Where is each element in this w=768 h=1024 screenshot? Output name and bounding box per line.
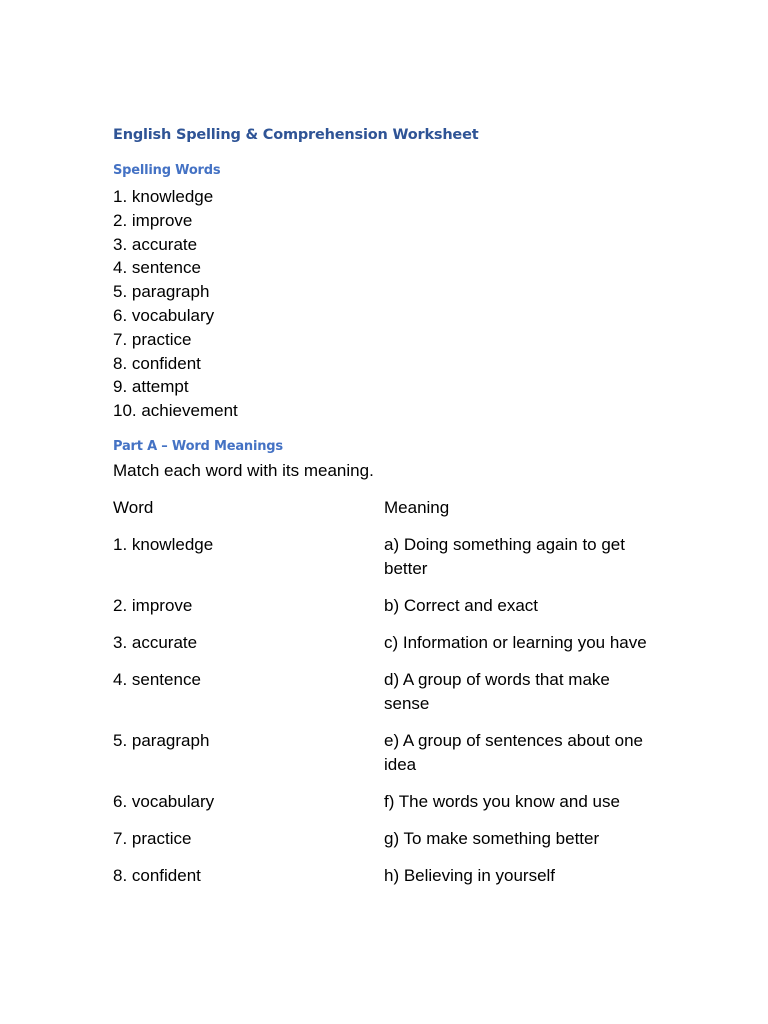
table-row (113, 631, 653, 668)
word-meaning-table (113, 496, 653, 901)
spelling-word: 3. accurate (113, 234, 198, 254)
meaning-cell: b) Correct and exact (384, 595, 539, 615)
spelling-word: 4. sentence (113, 258, 201, 278)
spelling-word: 8. confident (113, 353, 201, 373)
part-a-heading: Part A – Word Meanings (113, 438, 283, 454)
word-cell: 4. sentence (113, 669, 201, 689)
table-header-row (113, 496, 653, 533)
word-cell: 7. practice (113, 828, 192, 848)
worksheet-page (113, 124, 653, 901)
table-row (113, 533, 653, 594)
spelling-word: 2. improve (113, 210, 193, 230)
spelling-word: 10. achievement (113, 401, 238, 421)
word-cell: 6. vocabulary (113, 791, 215, 811)
column-header-meaning: Meaning (384, 497, 450, 517)
spelling-word: 6. vocabulary (113, 305, 215, 325)
table-row (113, 790, 653, 827)
table-row (113, 864, 653, 901)
meaning-cell: c) Information or learning you have (384, 632, 647, 652)
table-row (113, 668, 653, 729)
meaning-cell: d) A group of words that make sense (384, 669, 610, 713)
word-cell: 2. improve (113, 595, 193, 615)
part-a-instruction: Match each word with its meaning. (113, 460, 374, 480)
column-header-word: Word (113, 497, 154, 517)
word-cell: 5. paragraph (113, 730, 210, 750)
spelling-word: 9. attempt (113, 377, 189, 397)
meaning-cell: f) The words you know and use (384, 791, 620, 811)
table-row (113, 827, 653, 864)
table-row (113, 594, 653, 631)
word-cell: 8. confident (113, 865, 201, 885)
table-row (113, 729, 653, 790)
spelling-word: 1. knowledge (113, 187, 214, 206)
word-cell: 1. knowledge (113, 534, 214, 554)
spelling-word-list (113, 185, 653, 423)
word-cell: 3. accurate (113, 632, 198, 652)
spelling-word: 7. practice (113, 329, 192, 349)
meaning-cell: g) To make something better (384, 828, 600, 848)
worksheet-title: English Spelling & Comprehension Worksheet (113, 127, 479, 143)
meaning-cell: e) A group of sentences about one idea (384, 730, 643, 774)
meaning-cell: a) Doing something again to get better (384, 534, 625, 578)
meaning-cell: h) Believing in yourself (384, 865, 556, 885)
spelling-words-heading: Spelling Words (113, 163, 221, 178)
spelling-word: 5. paragraph (113, 282, 210, 302)
